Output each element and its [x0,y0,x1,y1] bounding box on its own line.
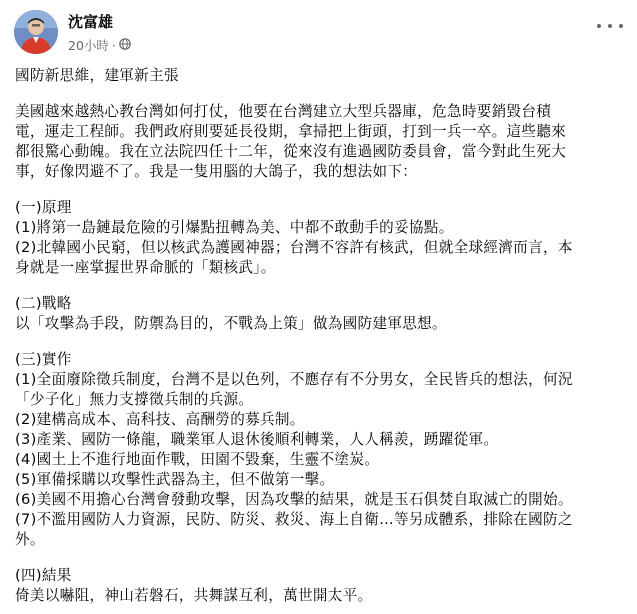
post-header [14,10,637,56]
intro-line: 美國越來越熱心教台灣如何打仗，他要在台灣建立大型兵器庫，危急時要銷毀台積 [15,103,552,120]
section-line: 倚美以嚇阻，神山若磐石，共舞謀互利，萬世開太平。 [15,587,373,604]
intro-line: 事，好像閃避不了。我是一隻用腦的大鴿子，我的想法如下： [15,163,418,180]
section-line: 外。 [15,531,45,548]
section-line: (3)產業、國防一條龍，職業軍人退休後順利轉業，人人稱羨，踴躍從軍。 [15,431,499,448]
section-line: (7)不濫用國防人力資源，民防、防災、救災、海上自衛…等另成體系，排除在國防之 [15,511,573,528]
section-line: (4)國土上不進行地面作戰，田園不毀棄，生靈不塗炭。 [15,451,380,468]
section-line: (1)將第一島鏈最危險的引爆點扭轉為美、中都不敢動手的妥協點。 [15,219,454,236]
section-line: 以「攻擊為手段，防禦為目的，不戰為上策」做為國防建軍思想。 [15,315,447,332]
post-title: 國防新思維，建軍新主張 [15,67,179,84]
section-line: (2)北韓國小民窮，但以核武為護國神器；台灣不容許有核武，但就全球經濟而言，本 [15,239,573,256]
section-line: (2)建構高成本、高科技、高酬勞的募兵制。 [15,411,305,428]
section-heading: (二)戰略 [15,295,72,312]
section-line: (1)全面廢除徵兵制度，台灣不是以色列，不應存有不分男女，全民皆兵的想法，何況 [15,371,573,388]
section-line: 身就是一座掌握世界命脈的「類核武」。 [15,259,276,276]
section-heading: (一)原理 [15,199,72,216]
section-heading: (三)實作 [15,351,72,368]
post-meta [68,36,131,54]
section-heading: (四)結果 [15,567,72,584]
section-line: (5)軍備採購以攻擊性武器為主，但不做第一擊。 [15,471,335,488]
ellipsis-icon[interactable] [597,18,623,34]
intro-line: 電，運走工程師。我們政府則要延長役期，拿掃把上街頭，打到一兵一卒。這些聽來 [15,123,567,140]
section-line: 「少子化」無力支撐徵兵制的兵源。 [15,391,254,408]
intro-line: 都很驚心動魄。我在立法院四任十二年，從來沒有進過國防委員會，當今對此生死大 [15,143,567,160]
avatar[interactable] [14,10,58,54]
globe-icon [119,38,131,53]
section-line: (6)美國不用擔心台灣會發動攻擊，因為攻擊的結果，就是玉石俱焚自取滅亡的開始。 [15,491,573,508]
post-body [15,66,623,606]
meta-separator: · [111,37,116,53]
post-timestamp[interactable]: 20小時 [68,38,109,53]
author-name[interactable]: 沈富雄 [68,13,114,31]
